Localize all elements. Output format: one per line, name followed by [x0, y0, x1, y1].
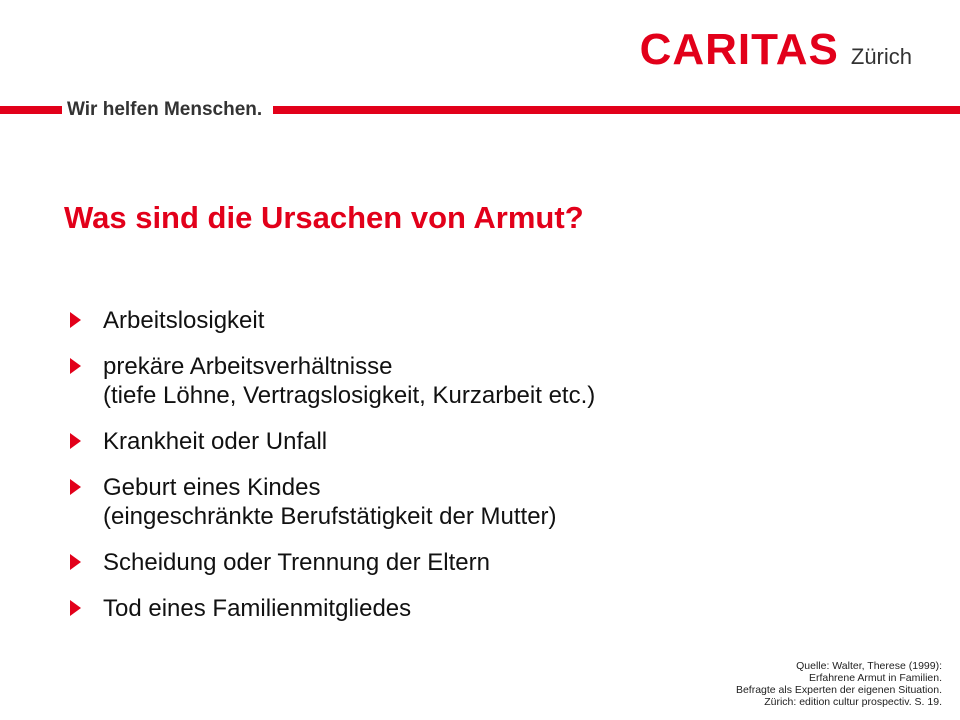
- logo-city: Zürich: [850, 44, 912, 69]
- bullet-text: [103, 548, 490, 577]
- bullet-text: [103, 427, 327, 456]
- bullet-list: [70, 306, 930, 640]
- bullet-item: [70, 427, 930, 456]
- bullet-text: [103, 352, 595, 410]
- bullet-text: [103, 473, 557, 531]
- bullet-item: [70, 548, 930, 577]
- source-line: Erfahrene Armut in Familien.: [808, 672, 942, 684]
- triangle-arrow-icon: [70, 554, 81, 570]
- tagline-bar: [0, 100, 960, 120]
- tagline: Wir helfen Menschen.: [67, 99, 263, 120]
- source-line: Befragte als Experten der eigenen Situation.: [735, 684, 942, 696]
- tagline-bar-right: [273, 106, 960, 114]
- triangle-arrow-icon: [70, 358, 81, 374]
- logo-wordmark: CARITAS: [639, 25, 839, 74]
- bullet-text: [103, 306, 264, 335]
- bullet-item: [70, 352, 930, 410]
- bullet-line: Scheidung oder Trennung der Eltern: [103, 549, 490, 576]
- caritas-logo: [639, 25, 912, 74]
- bullet-line: Tod eines Familienmitgliedes: [103, 595, 412, 622]
- bullet-item: [70, 594, 930, 623]
- bullet-line: Krankheit oder Unfall: [103, 428, 328, 455]
- triangle-arrow-icon: [70, 312, 81, 328]
- bullet-text: [103, 594, 411, 623]
- triangle-arrow-icon: [70, 433, 81, 449]
- bullet-line: Geburt eines Kindes: [103, 474, 321, 501]
- triangle-arrow-icon: [70, 600, 81, 616]
- bullet-line: Arbeitslosigkeit: [103, 307, 265, 334]
- triangle-arrow-icon: [70, 479, 81, 495]
- bullet-item: [70, 306, 930, 335]
- bullet-item: [70, 473, 930, 531]
- slide-title: Was sind die Ursachen von Armut?: [64, 200, 584, 235]
- source-line: Quelle: Walter, Therese (1999):: [796, 660, 942, 672]
- bullet-subline: (tiefe Löhne, Vertragslosigkeit, Kurzarbeit etc.): [103, 382, 596, 409]
- source-citation: [736, 660, 942, 708]
- bullet-line: prekäre Arbeitsverhältnisse: [103, 353, 393, 380]
- tagline-bar-left: [0, 106, 62, 114]
- bullet-subline: (eingeschränkte Berufstätigkeit der Mutter): [103, 503, 557, 530]
- source-line: Zürich: edition cultur prospectiv. S. 19.: [764, 696, 942, 708]
